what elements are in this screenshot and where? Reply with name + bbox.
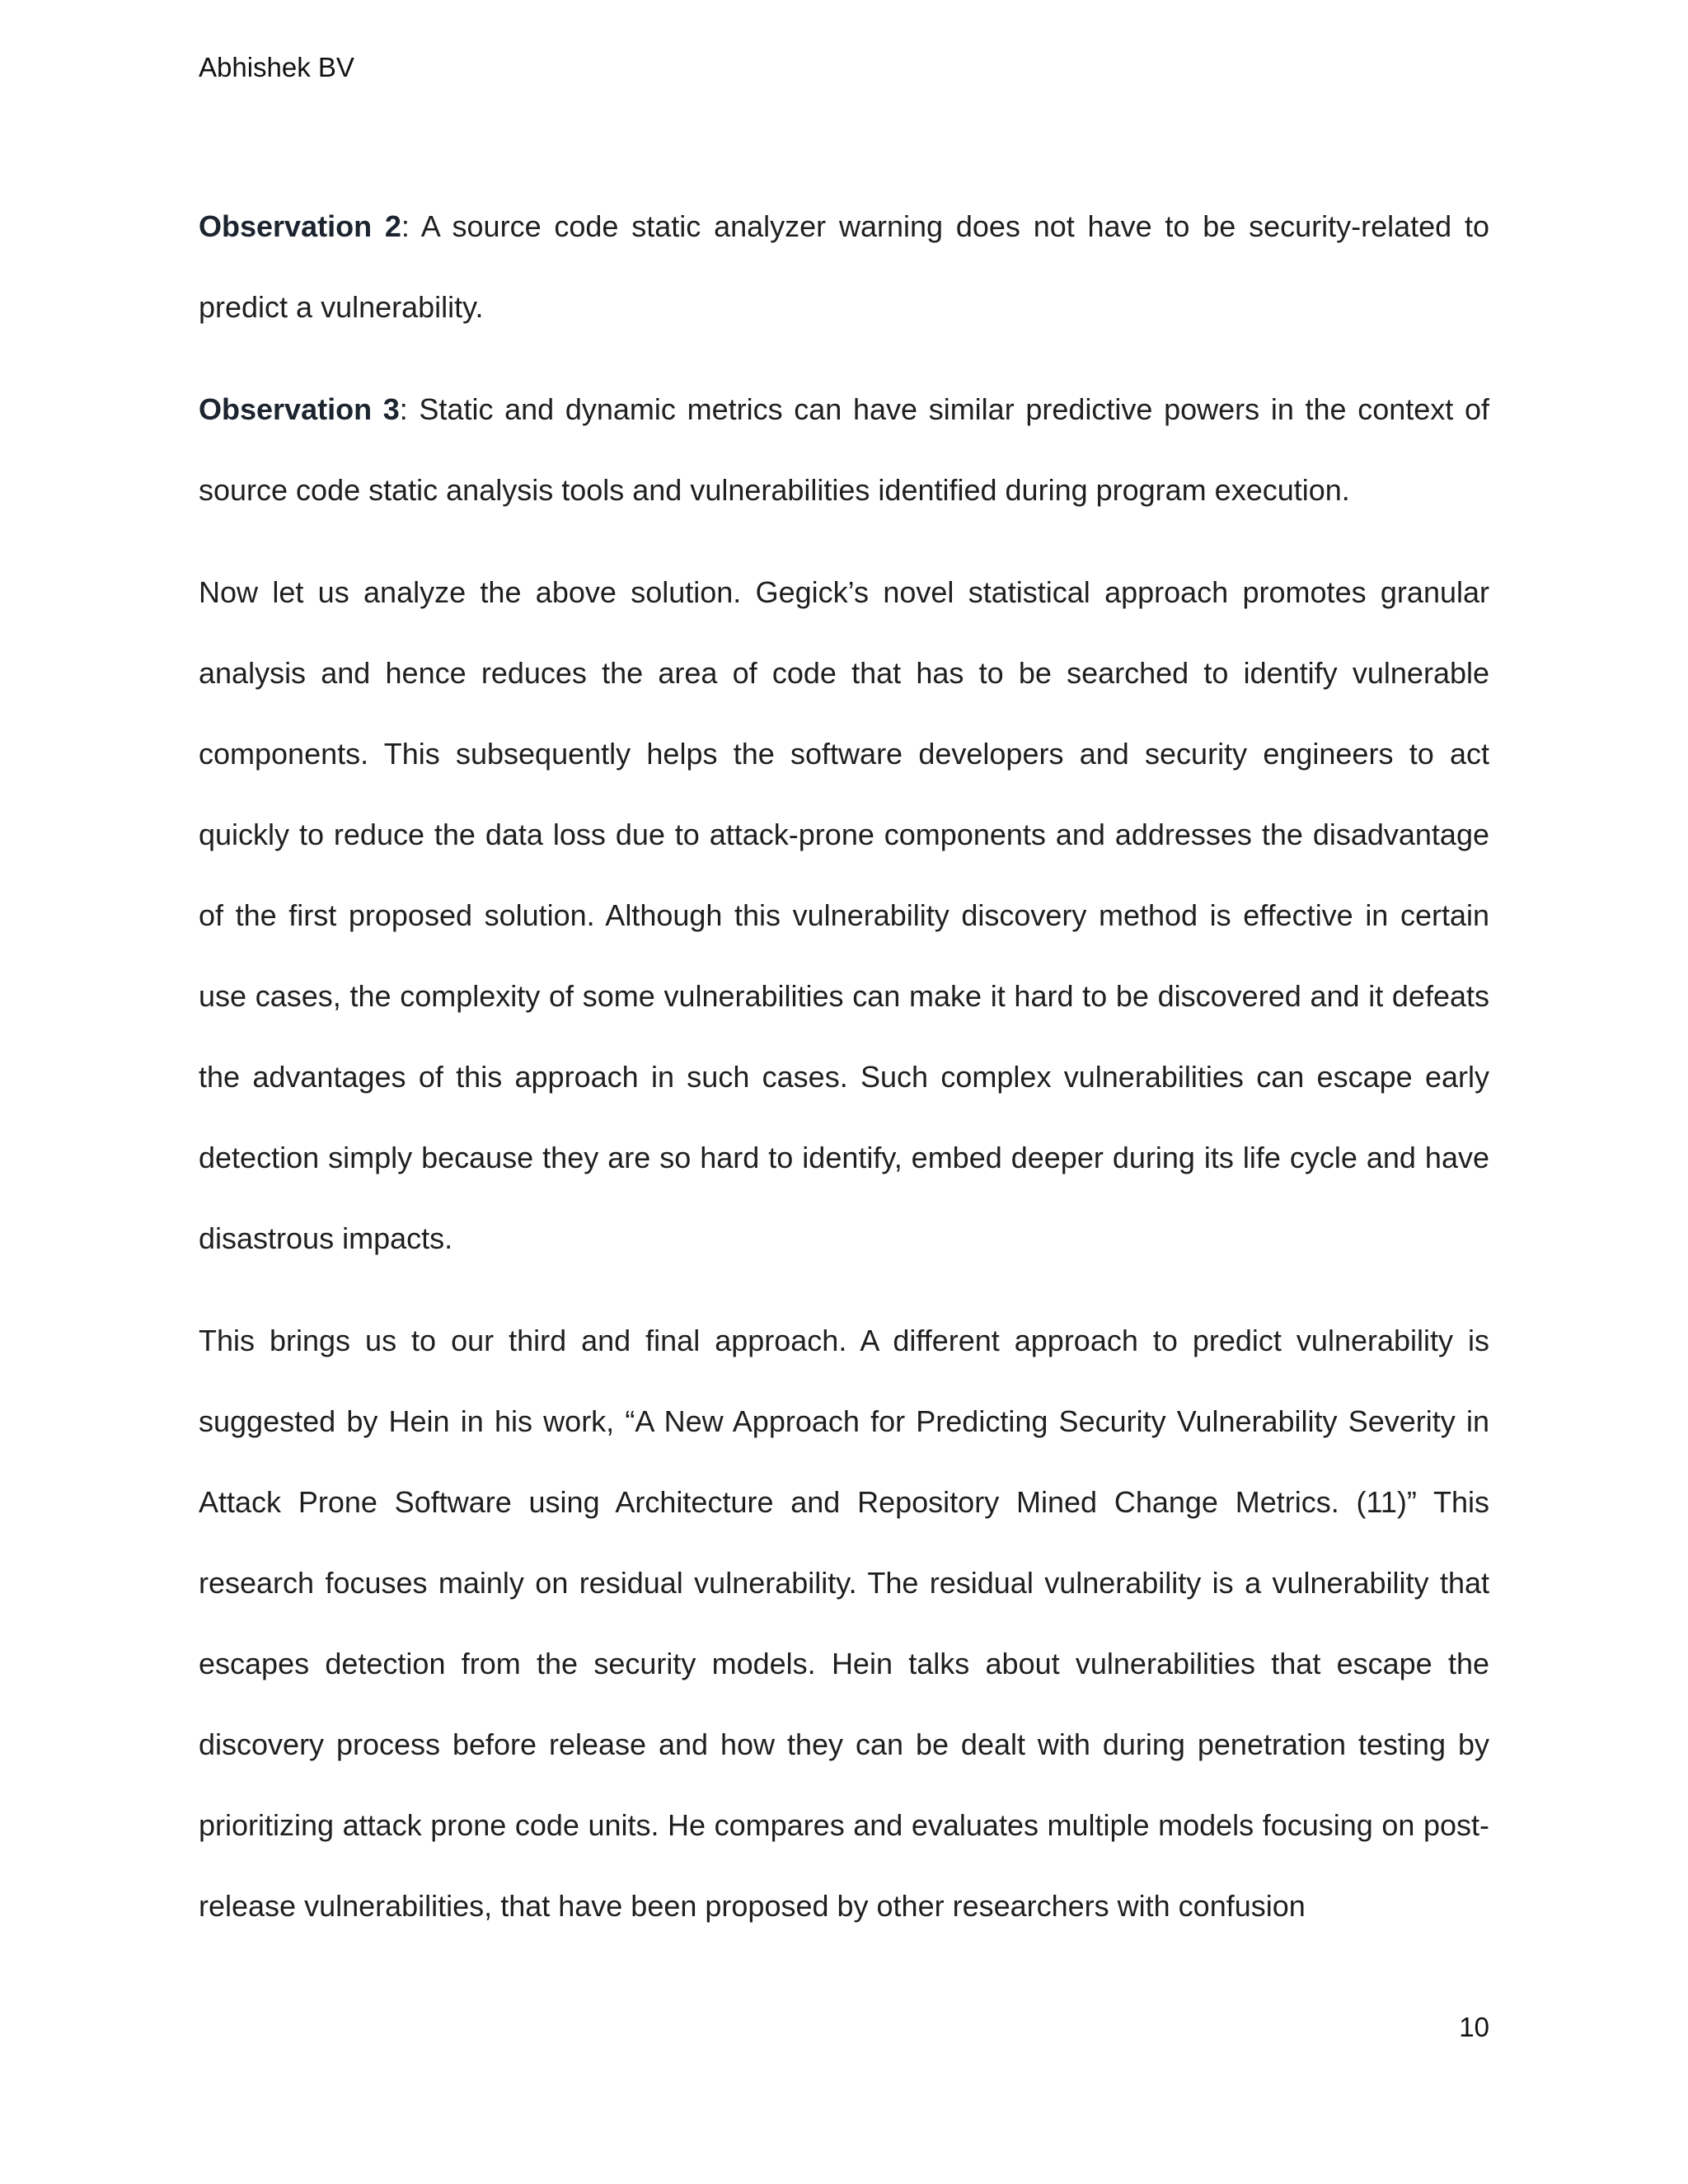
observation-3-text: : Static and dynamic metrics can have similar predictive powers in the context of source code static analysis tools and vulnerabilities identified during program execution. — [199, 392, 1489, 507]
observation-2-text: : A source code static analyzer warning does not have to be security-related to predict a vulnerability. — [199, 209, 1489, 324]
observation-3-label: Observation 3 — [199, 392, 400, 426]
observation-2-label: Observation 2 — [199, 209, 401, 243]
observation-3 — [199, 369, 1489, 531]
page-number: 10 — [1459, 2012, 1489, 2042]
observation-2 — [199, 186, 1489, 348]
paragraph-analysis: Now let us analyze the above solution. Gegick’s novel statistical approach promotes granular analysis and hence reduces the area of code that has to be searched to identify vulnerable components. This subsequently helps the software developers and security engineers to act quickly to reduce the data loss due to attack-prone components and addresses the disadvantage of the first proposed solution. Although this vulnerability discovery method is effective in certain use cases, the complexity of some vulnerabilities can make it hard to be discovered and it defeats the advantages of this approach in such cases. Such complex vulnerabilities can escape early detection simply because they are so hard to identify, embed deeper during its life cycle and have disastrous impacts. — [199, 575, 1489, 1255]
document-body — [199, 186, 1489, 1968]
header-author: Abhishek BV — [199, 52, 354, 82]
paragraph-third-approach: This brings us to our third and final approach. A different approach to predict vulnerability is suggested by Hein in his work, “A New Approach for Predicting Security Vulnerability Severity in Attack Prone Software using Architecture and Repository Mined Change Metrics. (11)” This research focuses mainly on residual vulnerability. The residual vulnerability is a vulnerability that escapes detection from the security models. Hein talks about vulnerabilities that escape the discovery process before release and how they can be dealt with during penetration testing by prioritizing attack prone code units. He compares and evaluates multiple models focusing on post-release vulnerabilities, that have been proposed by other researchers with confusion — [199, 1324, 1489, 1923]
